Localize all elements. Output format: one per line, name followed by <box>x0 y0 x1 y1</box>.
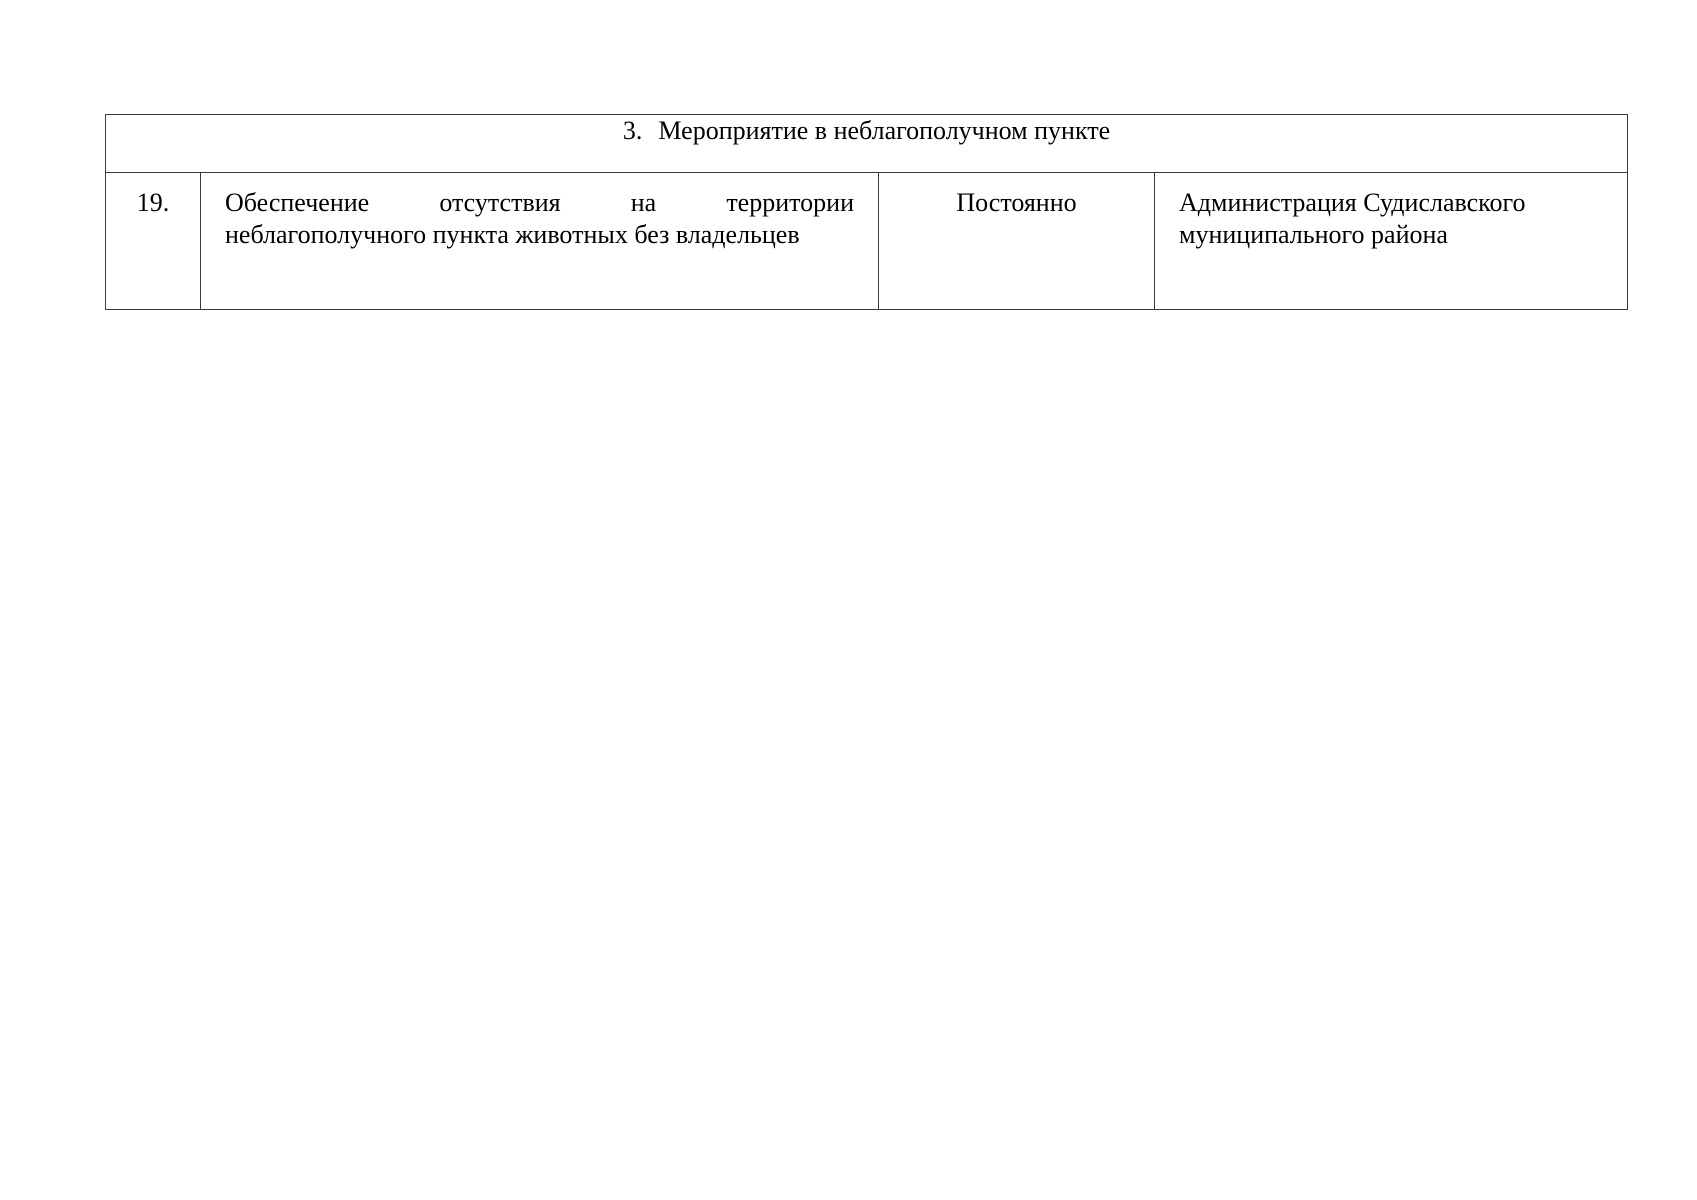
table-row <box>106 173 1628 310</box>
description-cell <box>201 173 879 310</box>
term-text: Постоянно <box>956 188 1077 217</box>
responsible-cell <box>1155 173 1628 310</box>
section-header-row <box>106 115 1628 173</box>
responsible-line-2: муниципального района <box>1179 220 1448 249</box>
row-number: 19. <box>136 188 170 217</box>
measures-table <box>105 114 1628 310</box>
description-line-1: Обеспечение отсутствия на территории <box>225 188 854 217</box>
responsible-line-1: Администрация Судиславского <box>1179 188 1526 217</box>
section-title <box>623 115 1110 147</box>
row-number-cell <box>106 173 201 310</box>
section-number: 3. <box>622 116 643 145</box>
section-title-text: Мероприятие в неблагополучном пункте <box>658 116 1111 145</box>
term-cell <box>879 173 1155 310</box>
description-line-2: неблагополучного пункта животных без владельцев <box>225 220 800 249</box>
section-header-cell <box>106 115 1628 173</box>
